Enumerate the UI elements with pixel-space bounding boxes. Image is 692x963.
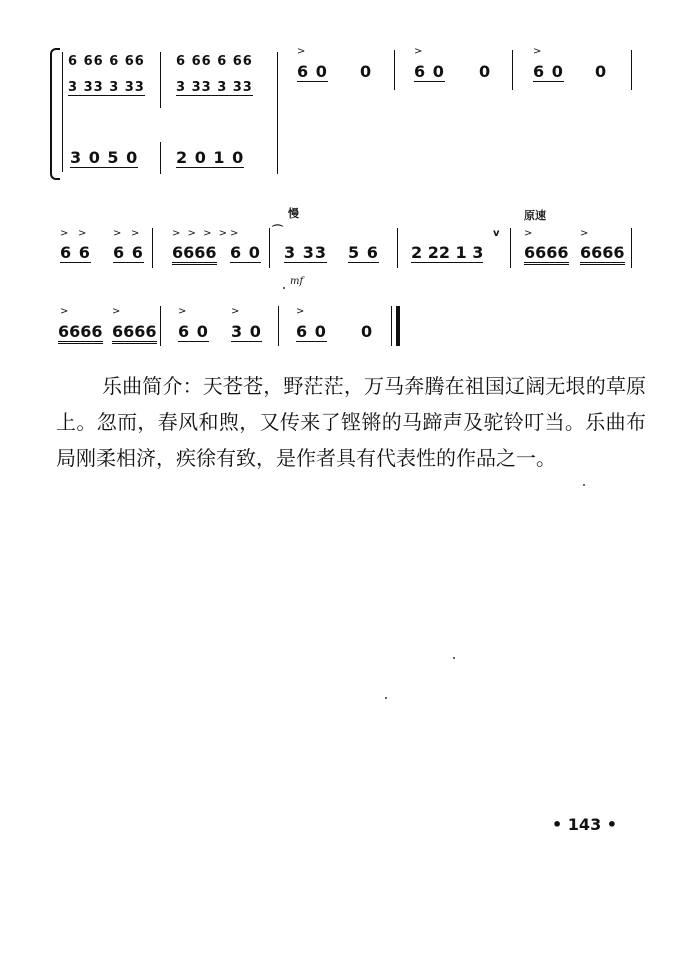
accent-mark: > xyxy=(113,228,124,239)
accent-mark: > xyxy=(533,46,544,57)
barline xyxy=(510,228,511,268)
accent-mark: > > > > xyxy=(172,228,230,239)
bass-voice-m2: 2 0 1 0 xyxy=(176,148,245,167)
note-group: 6666 xyxy=(580,243,625,265)
rest-m3: 0 xyxy=(360,62,373,81)
note-group: 6 0 xyxy=(178,322,209,341)
note-group: 5 6 xyxy=(348,243,379,262)
accent-mark: > xyxy=(296,306,307,317)
final-barline-thin xyxy=(391,306,392,346)
lower-voice-m2: 3 33 3 33 xyxy=(176,80,253,95)
lower-voice-m1: 3 33 3 33 xyxy=(68,80,145,95)
upper-voice-m2: 6 66 6 66 xyxy=(176,54,253,69)
tempo-mark-original: 原速 xyxy=(524,209,546,222)
note-group: 6 0 xyxy=(230,243,261,262)
dynamic-mark: mf xyxy=(290,276,304,287)
system-line xyxy=(62,52,63,172)
accent-mark: > xyxy=(131,228,142,239)
bass-voice-m1: 3 0 5 0 xyxy=(70,148,139,167)
scan-speck xyxy=(283,287,285,289)
scan-speck xyxy=(385,697,387,699)
accent-mark: > xyxy=(580,228,591,239)
barline xyxy=(397,228,398,268)
accent-mark: > xyxy=(297,46,308,57)
note-m3: 6 0 xyxy=(297,62,328,81)
note-group: 6 6 xyxy=(113,243,144,262)
note-group: 6666 xyxy=(524,243,569,265)
note-m4: 6 0 xyxy=(414,62,445,81)
barline xyxy=(277,52,278,174)
fermata-mark: ⌒ xyxy=(272,224,283,237)
scan-speck xyxy=(583,484,585,486)
barline xyxy=(278,306,279,346)
rest-m4: 0 xyxy=(479,62,492,81)
accent-mark: > xyxy=(230,228,241,239)
final-barline-thick xyxy=(396,306,400,346)
barline xyxy=(152,228,153,268)
barline xyxy=(631,228,632,268)
rest: 0 xyxy=(361,322,374,341)
note-group: 3 33 xyxy=(284,243,327,262)
barline xyxy=(394,50,395,90)
page-number: • 143 • xyxy=(552,815,617,834)
note-group: 6666 xyxy=(58,322,103,344)
accent-mark: > xyxy=(60,228,71,239)
upper-voice-m1: 6 66 6 66 xyxy=(68,54,145,69)
piece-description: 乐曲简介：天苍苍，野茫茫，万马奔腾在祖国辽阔无垠的草原上。忽而，春风和煦，又传来了铿锵的马蹄声及驼铃叮当。乐曲布局刚柔相济，疾徐有致，是作者具有代表性的作品之一。 xyxy=(56,374,646,470)
barline xyxy=(269,228,270,268)
barline xyxy=(160,52,161,108)
note-m5: 6 0 xyxy=(533,62,564,81)
accent-mark: > xyxy=(78,228,89,239)
note-group: 3 0 xyxy=(231,322,262,341)
barline xyxy=(160,306,161,346)
barline xyxy=(631,50,632,90)
barline xyxy=(512,50,513,90)
rest-m5: 0 xyxy=(595,62,608,81)
note-group: 6666 xyxy=(172,243,217,265)
system-bracket xyxy=(50,48,60,180)
accent-mark: > xyxy=(112,306,123,317)
accent-mark: > xyxy=(231,306,242,317)
scan-speck xyxy=(453,657,455,659)
tempo-mark-slow: 慢 xyxy=(288,207,299,220)
accent-mark: > xyxy=(60,306,71,317)
accent-mark: > xyxy=(414,46,425,57)
note-group: 6 6 xyxy=(60,243,91,262)
accent-mark: > xyxy=(524,228,535,239)
note-group: 6 0 xyxy=(296,322,327,341)
note-group: 6666 xyxy=(112,322,157,344)
barline xyxy=(160,142,161,174)
breath-mark: v xyxy=(493,228,500,239)
note-group: 2 22 1 3 xyxy=(411,243,484,262)
accent-mark: > xyxy=(178,306,189,317)
